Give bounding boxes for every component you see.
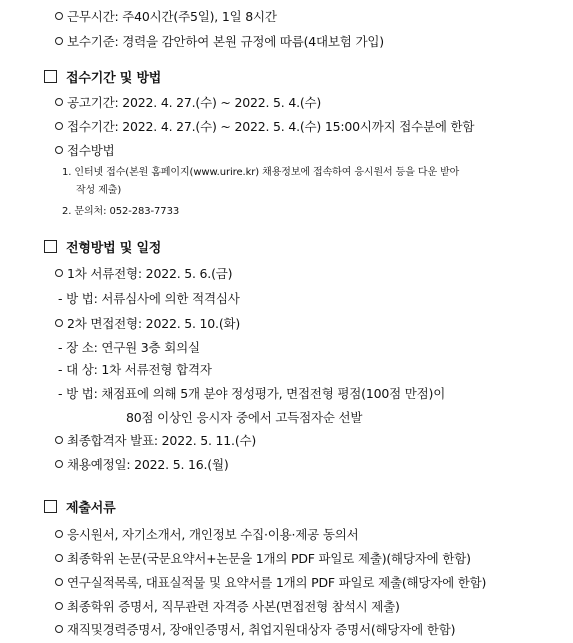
circle-bullet-icon	[55, 436, 63, 444]
circle-bullet-icon	[55, 625, 63, 633]
notice-period: 공고기간: 2022. 4. 27.(수) ~ 2022. 5. 4.(수)	[55, 94, 321, 112]
square-bullet-icon	[44, 500, 57, 513]
pay-standard: 보수기준: 경력을 감안하여 본원 규정에 따름(4대보험 가입)	[55, 33, 384, 51]
circle-bullet-icon	[55, 146, 63, 154]
square-bullet-icon	[44, 70, 57, 83]
application-period: 접수기간: 2022. 4. 27.(수) ~ 2022. 5. 4.(수) 15:00시까지 접수분에 한함	[55, 118, 474, 136]
method-step-1: 1. 인터넷 접수(본원 홈페이지(www.urire.kr) 채용정보에 접속하여 응시원서 등을 다운 받아	[62, 167, 460, 178]
final-announcement: 최종합격자 발표: 2022. 5. 11.(수)	[55, 432, 256, 450]
doc-item: 재직및경력증명서, 장애인증명서, 취업지원대상자 증명서(해당자에 한함)	[55, 621, 455, 639]
round1-document: 1차 서류전형: 2022. 5. 6.(금)	[55, 265, 232, 283]
section-heading-application: 접수기간 및 방법	[44, 70, 161, 88]
round1-method: - 방 법: 서류심사에 의한 적격심사	[58, 291, 240, 306]
circle-bullet-icon	[55, 578, 63, 586]
section-heading-selection: 전형방법 및 일정	[44, 240, 161, 258]
circle-bullet-icon	[55, 530, 63, 538]
circle-bullet-icon	[55, 37, 63, 45]
circle-bullet-icon	[55, 122, 63, 130]
work-hours: 근무시간: 주40시간(주5일), 1일 8시간	[55, 8, 277, 26]
circle-bullet-icon	[55, 319, 63, 327]
circle-bullet-icon	[55, 460, 63, 468]
circle-bullet-icon	[55, 554, 63, 562]
method-step-2: 2. 문의처: 052-283-7733	[62, 206, 180, 217]
application-method: 접수방법	[55, 142, 115, 160]
round2-method: - 방 법: 채점표에 의해 5개 분야 정성평가, 면접전형 평점(100점 만점)이	[58, 386, 446, 401]
round2-method-cont: 80점 이상인 응시자 중에서 고득점자순 선발	[126, 410, 363, 425]
doc-item: 최종학위 증명서, 직무관련 자격증 사본(면접전형 참석시 제출)	[55, 598, 400, 616]
hire-date: 채용예정일: 2022. 5. 16.(월)	[55, 456, 229, 474]
round2-interview: 2차 면접전형: 2022. 5. 10.(화)	[55, 315, 240, 333]
circle-bullet-icon	[55, 602, 63, 610]
doc-item: 최종학위 논문(국문요약서+논문을 1개의 PDF 파일로 제출)(해당자에 한함)	[55, 550, 471, 568]
round2-target: - 대 상: 1차 서류전형 합격자	[58, 362, 212, 377]
doc-item: 연구실적목록, 대표실적물 및 요약서를 1개의 PDF 파일로 제출(해당자에 한함)	[55, 574, 486, 592]
section-heading-documents: 제출서류	[44, 500, 115, 518]
circle-bullet-icon	[55, 12, 63, 20]
round2-place: - 장 소: 연구원 3층 회의실	[58, 340, 200, 355]
square-bullet-icon	[44, 240, 57, 253]
circle-bullet-icon	[55, 98, 63, 106]
doc-item: 응시원서, 자기소개서, 개인정보 수집·이용·제공 동의서	[55, 526, 358, 544]
method-step-1-cont: 작성 제출)	[76, 185, 122, 196]
circle-bullet-icon	[55, 269, 63, 277]
